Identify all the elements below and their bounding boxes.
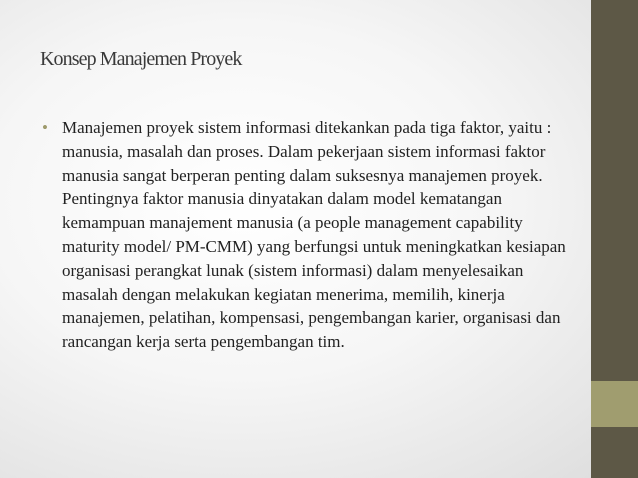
sidebar-decoration <box>591 0 638 478</box>
sidebar-accent-block <box>591 381 638 427</box>
slide-content <box>42 116 572 354</box>
bullet-text: Manajemen proyek sistem informasi ditekankan pada tiga faktor, yaitu : manusia, masalah dan proses. Dalam pekerjaan sistem informasi faktor manusia sangat berperan penting dalam suksesnya manajemen proyek. Pentingnya faktor manusia dinyatakan dalam model kematangan kemampuan manajement manusia (a people management capability maturity model/ PM-CMM) yang berfungsi untuk meningkatkan kesiapan organisasi perangkat lunak (sistem informasi) dalam menyelesaikan masalah dengan melakukan kegiatan menerima, memilih, kinerja manajemen, pelatihan, kompensasi, pengembangan karier, organisasi dan rancangan kerja serta pengembangan tim. <box>62 118 566 352</box>
slide-title: Konsep Manajemen Proyek <box>40 48 242 70</box>
bullet-icon: • <box>42 118 48 137</box>
bullet-item <box>42 116 572 354</box>
sidebar-bottom-block <box>591 427 638 478</box>
sidebar-main-block <box>591 0 638 381</box>
